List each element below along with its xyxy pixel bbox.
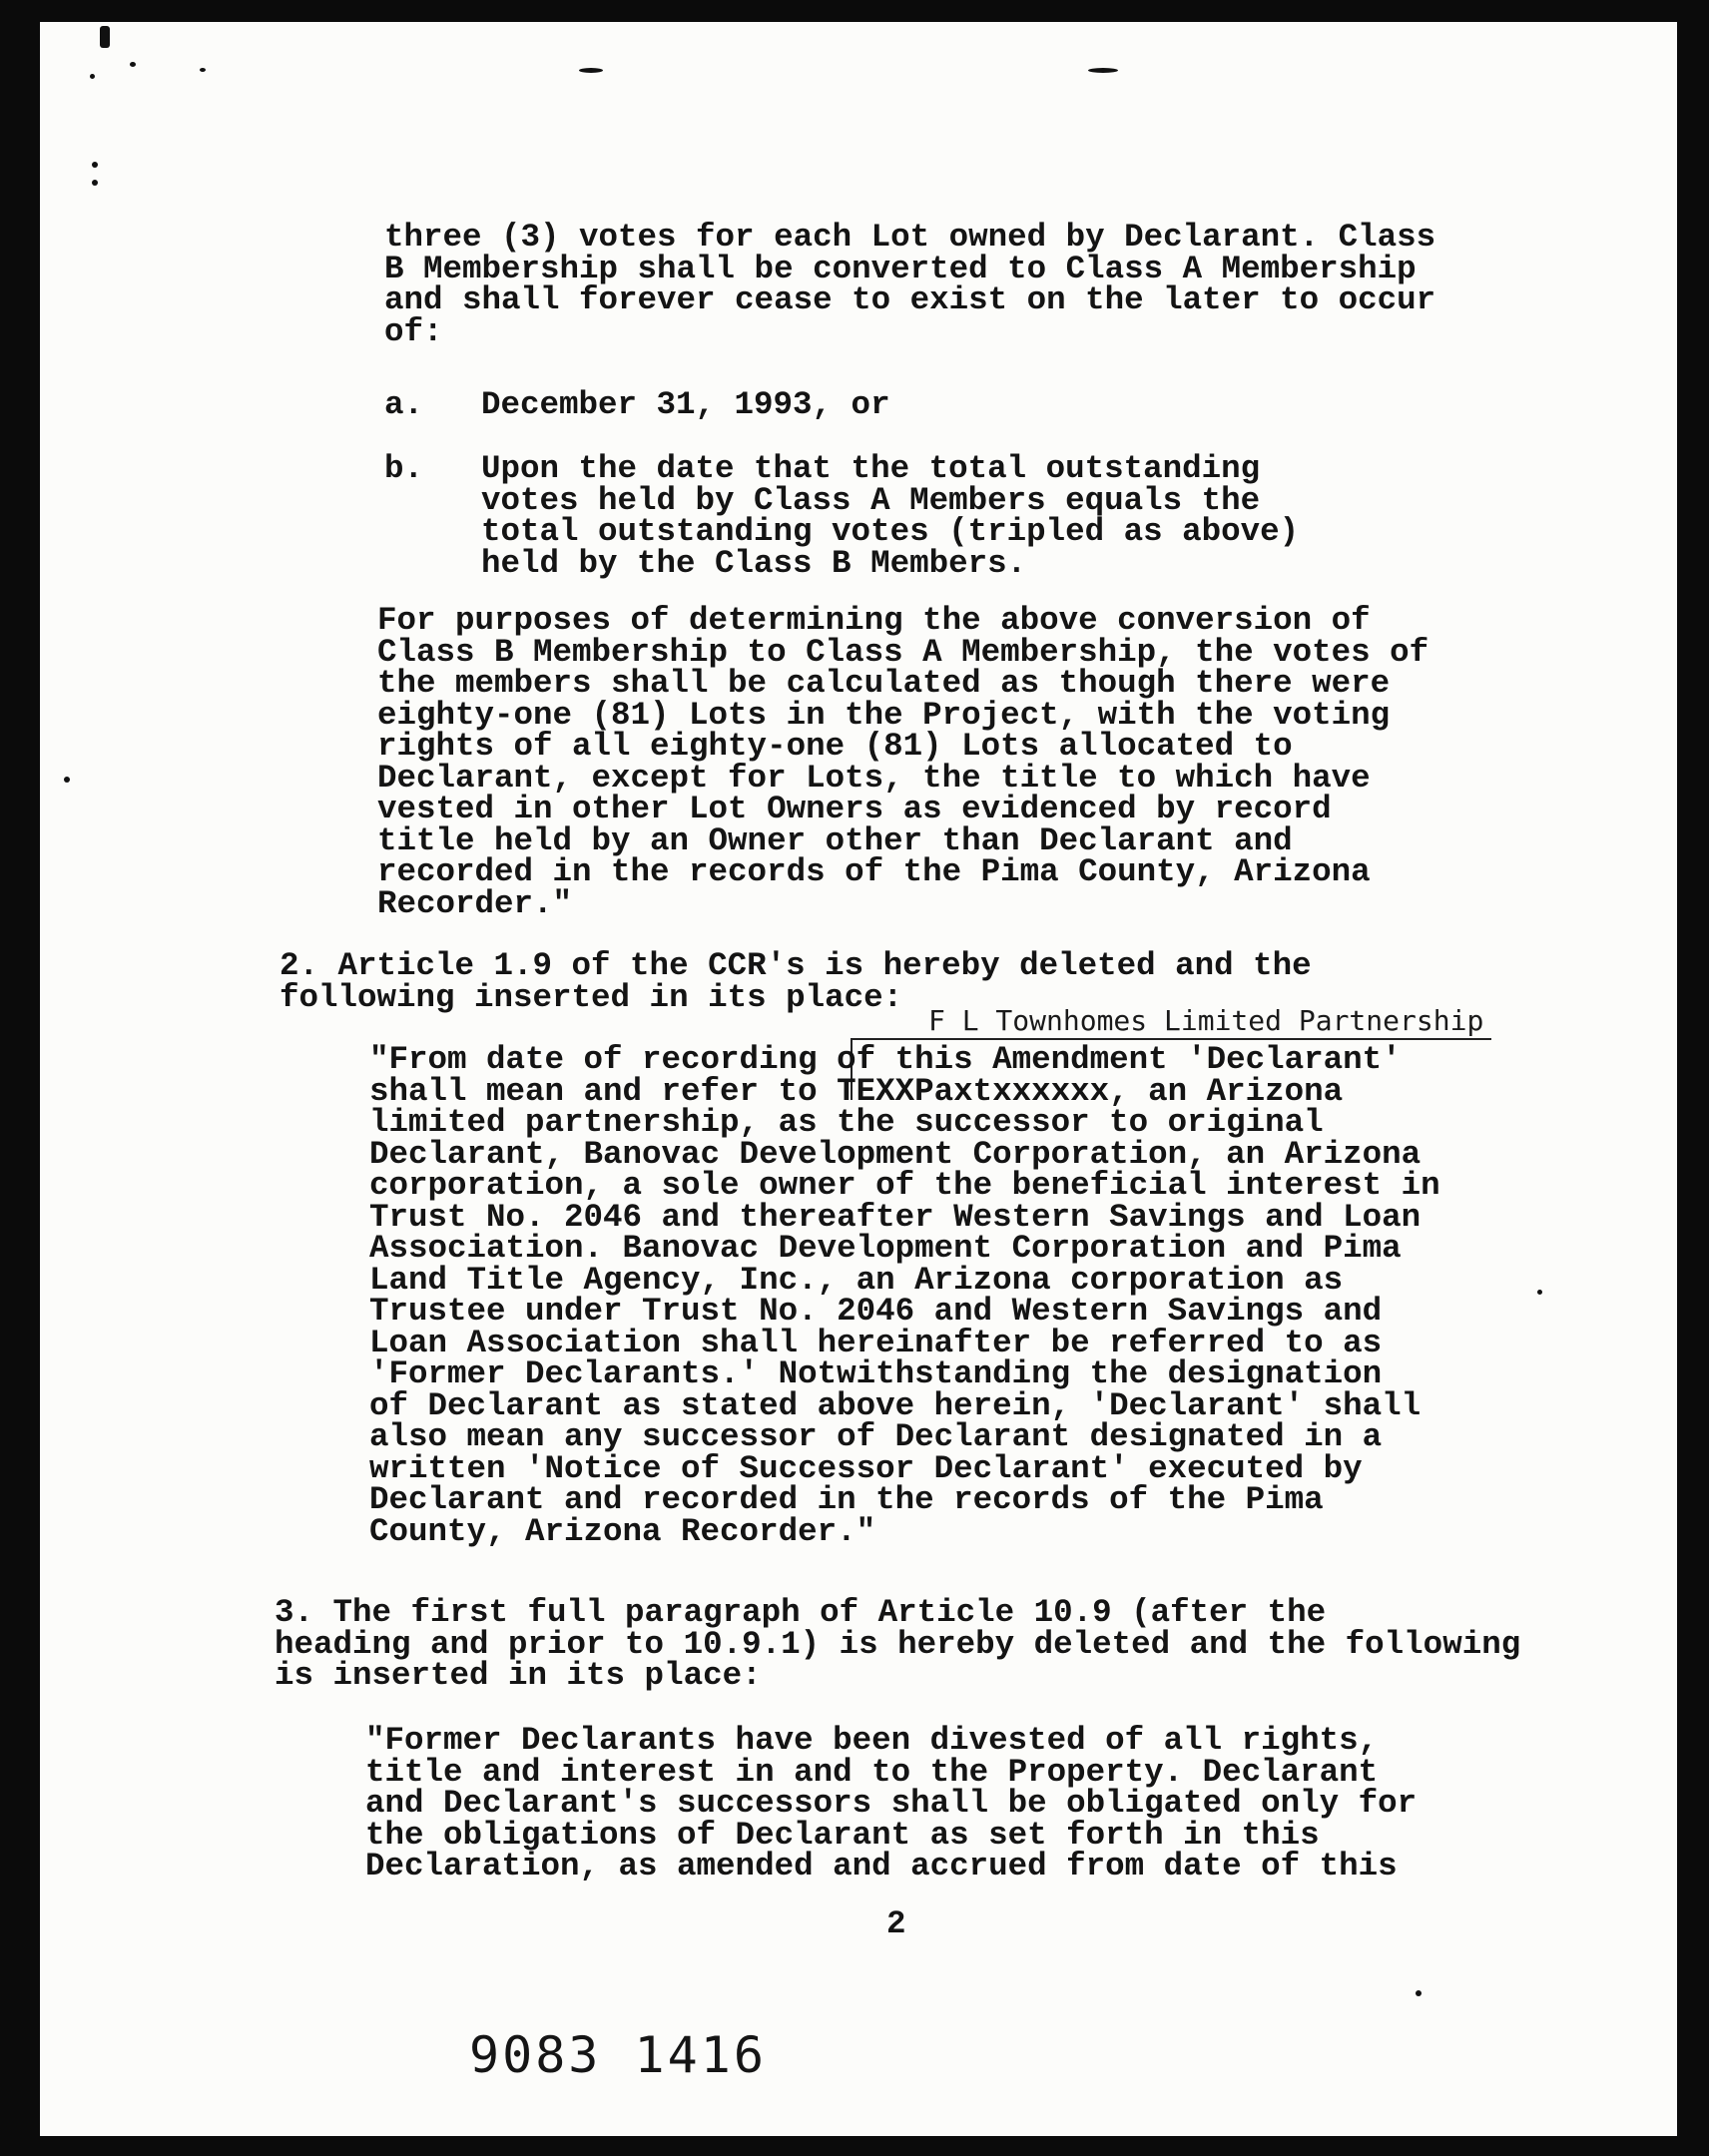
text-line: total outstanding votes (tripled as above) bbox=[481, 513, 1300, 550]
section-3-heading bbox=[275, 1594, 1521, 1694]
text-line: three (3) votes for each Lot owned by Declarant. Class bbox=[384, 219, 1436, 256]
text-line: the members shall be calculated as though there were bbox=[377, 665, 1391, 702]
text-line: votes held by Class A Members equals the bbox=[481, 481, 1261, 519]
text-line: Loan Association shall hereinafter be referred to as bbox=[369, 1324, 1383, 1361]
text-line: Declaration, as amended and accrued from date of this bbox=[365, 1848, 1398, 1885]
text-line: Land Title Agency, Inc., an Arizona corporation as bbox=[369, 1261, 1344, 1299]
scan-speck bbox=[579, 68, 603, 73]
text-line: held by the Class B Members. bbox=[481, 544, 1027, 582]
text-line: corporation, a sole owner of the beneficial interest in bbox=[369, 1167, 1440, 1204]
text-line: Declarant, Banovac Development Corporation, an Arizona bbox=[369, 1135, 1422, 1173]
item-b-text bbox=[481, 450, 1300, 582]
scan-speck bbox=[1537, 1290, 1542, 1295]
scan-speck bbox=[90, 74, 95, 79]
document-page bbox=[40, 22, 1677, 2136]
section-2-quote bbox=[369, 1041, 1440, 1550]
text-line: and Declarant's successors shall be obligated only for bbox=[365, 1785, 1418, 1822]
text-line: County, Arizona Recorder." bbox=[369, 1512, 876, 1550]
text-line: vested in other Lot Owners as evidenced by record bbox=[377, 791, 1332, 827]
scan-speck bbox=[1088, 68, 1118, 73]
text-line: B Membership shall be converted to Class A Membership bbox=[384, 250, 1417, 287]
text-line: Upon the date that the total outstanding bbox=[481, 450, 1261, 487]
scan-speck bbox=[200, 68, 206, 72]
intro-paragraph bbox=[384, 219, 1436, 350]
scan-speck bbox=[92, 180, 98, 186]
text-line: 2. Article 1.9 of the CCR's is hereby deleted and the bbox=[280, 947, 1312, 984]
handwritten-insertion: F L Townhomes Limited Partnership bbox=[928, 1004, 1484, 1037]
text-line: Association. Banovac Development Corporation and Pima bbox=[369, 1230, 1402, 1267]
recording-stamp: 9083 1416 bbox=[469, 2026, 767, 2084]
text-line: shall mean and refer to TEXXPaxtxxxxxx, an Arizona bbox=[369, 1072, 1344, 1110]
text-line: limited partnership, as the successor to original bbox=[369, 1104, 1324, 1141]
text-line: is inserted in its place: bbox=[275, 1657, 762, 1694]
text-line: following inserted in its place: bbox=[280, 978, 903, 1016]
text-line: the obligations of Declarant as set forth in this bbox=[365, 1816, 1320, 1854]
text-line: Declarant and recorded in the records of the Pima bbox=[369, 1481, 1324, 1518]
text-line: also mean any successor of Declarant designated in a bbox=[369, 1418, 1383, 1455]
text-line: Trust No. 2046 and thereafter Western Savings and Loan bbox=[369, 1198, 1422, 1236]
text-line: "From date of recording of this Amendment 'Declarant' bbox=[369, 1041, 1402, 1078]
scan-speck bbox=[64, 777, 70, 783]
text-line: and shall forever cease to exist on the later to occur bbox=[384, 281, 1436, 318]
text-line: 'Former Declarants.' Notwithstanding the designation bbox=[369, 1355, 1383, 1392]
text-line: 3. The first full paragraph of Article 10.9 (after the bbox=[275, 1594, 1327, 1631]
text-line: Recorder." bbox=[377, 884, 573, 922]
text-line: title and interest in and to the Property. Declarant bbox=[365, 1753, 1379, 1791]
text-line: recorded in the records of the Pima County, Arizona bbox=[377, 853, 1371, 890]
text-line: written 'Notice of Successor Declarant' executed by bbox=[369, 1449, 1363, 1487]
scan-speck bbox=[1416, 1990, 1422, 1996]
purposes-paragraph bbox=[377, 602, 1429, 922]
text-line: Declarant, except for Lots, the title to which have bbox=[377, 759, 1371, 797]
text-line: Trustee under Trust No. 2046 and Western Savings and bbox=[369, 1293, 1383, 1330]
text-line: title held by an Owner other than Declarant and bbox=[377, 821, 1293, 859]
text-line: of: bbox=[384, 312, 443, 350]
text-line: Class B Membership to Class A Membership, the votes of bbox=[377, 633, 1429, 671]
section-3-quote bbox=[365, 1722, 1418, 1885]
text-line: For purposes of determining the above conversion of bbox=[377, 602, 1371, 639]
text-line: heading and prior to 10.9.1) is hereby deleted and the following bbox=[275, 1625, 1521, 1663]
item-b-marker: b. bbox=[384, 450, 424, 487]
scan-speck bbox=[130, 62, 136, 67]
text-line: of Declarant as stated above herein, 'Declarant' shall bbox=[369, 1386, 1422, 1424]
page-number: 2 bbox=[886, 1905, 906, 1942]
text-line: rights of all eighty-one (81) Lots allocated to bbox=[377, 728, 1293, 765]
item-a-marker: a. bbox=[384, 386, 424, 423]
text-line: "Former Declarants have been divested of all rights, bbox=[365, 1722, 1379, 1759]
scan-speck bbox=[100, 26, 110, 48]
item-a-text: December 31, 1993, or bbox=[481, 386, 890, 423]
text-line: eighty-one (81) Lots in the Project, with the voting bbox=[377, 696, 1391, 734]
scan-speck bbox=[92, 162, 98, 168]
